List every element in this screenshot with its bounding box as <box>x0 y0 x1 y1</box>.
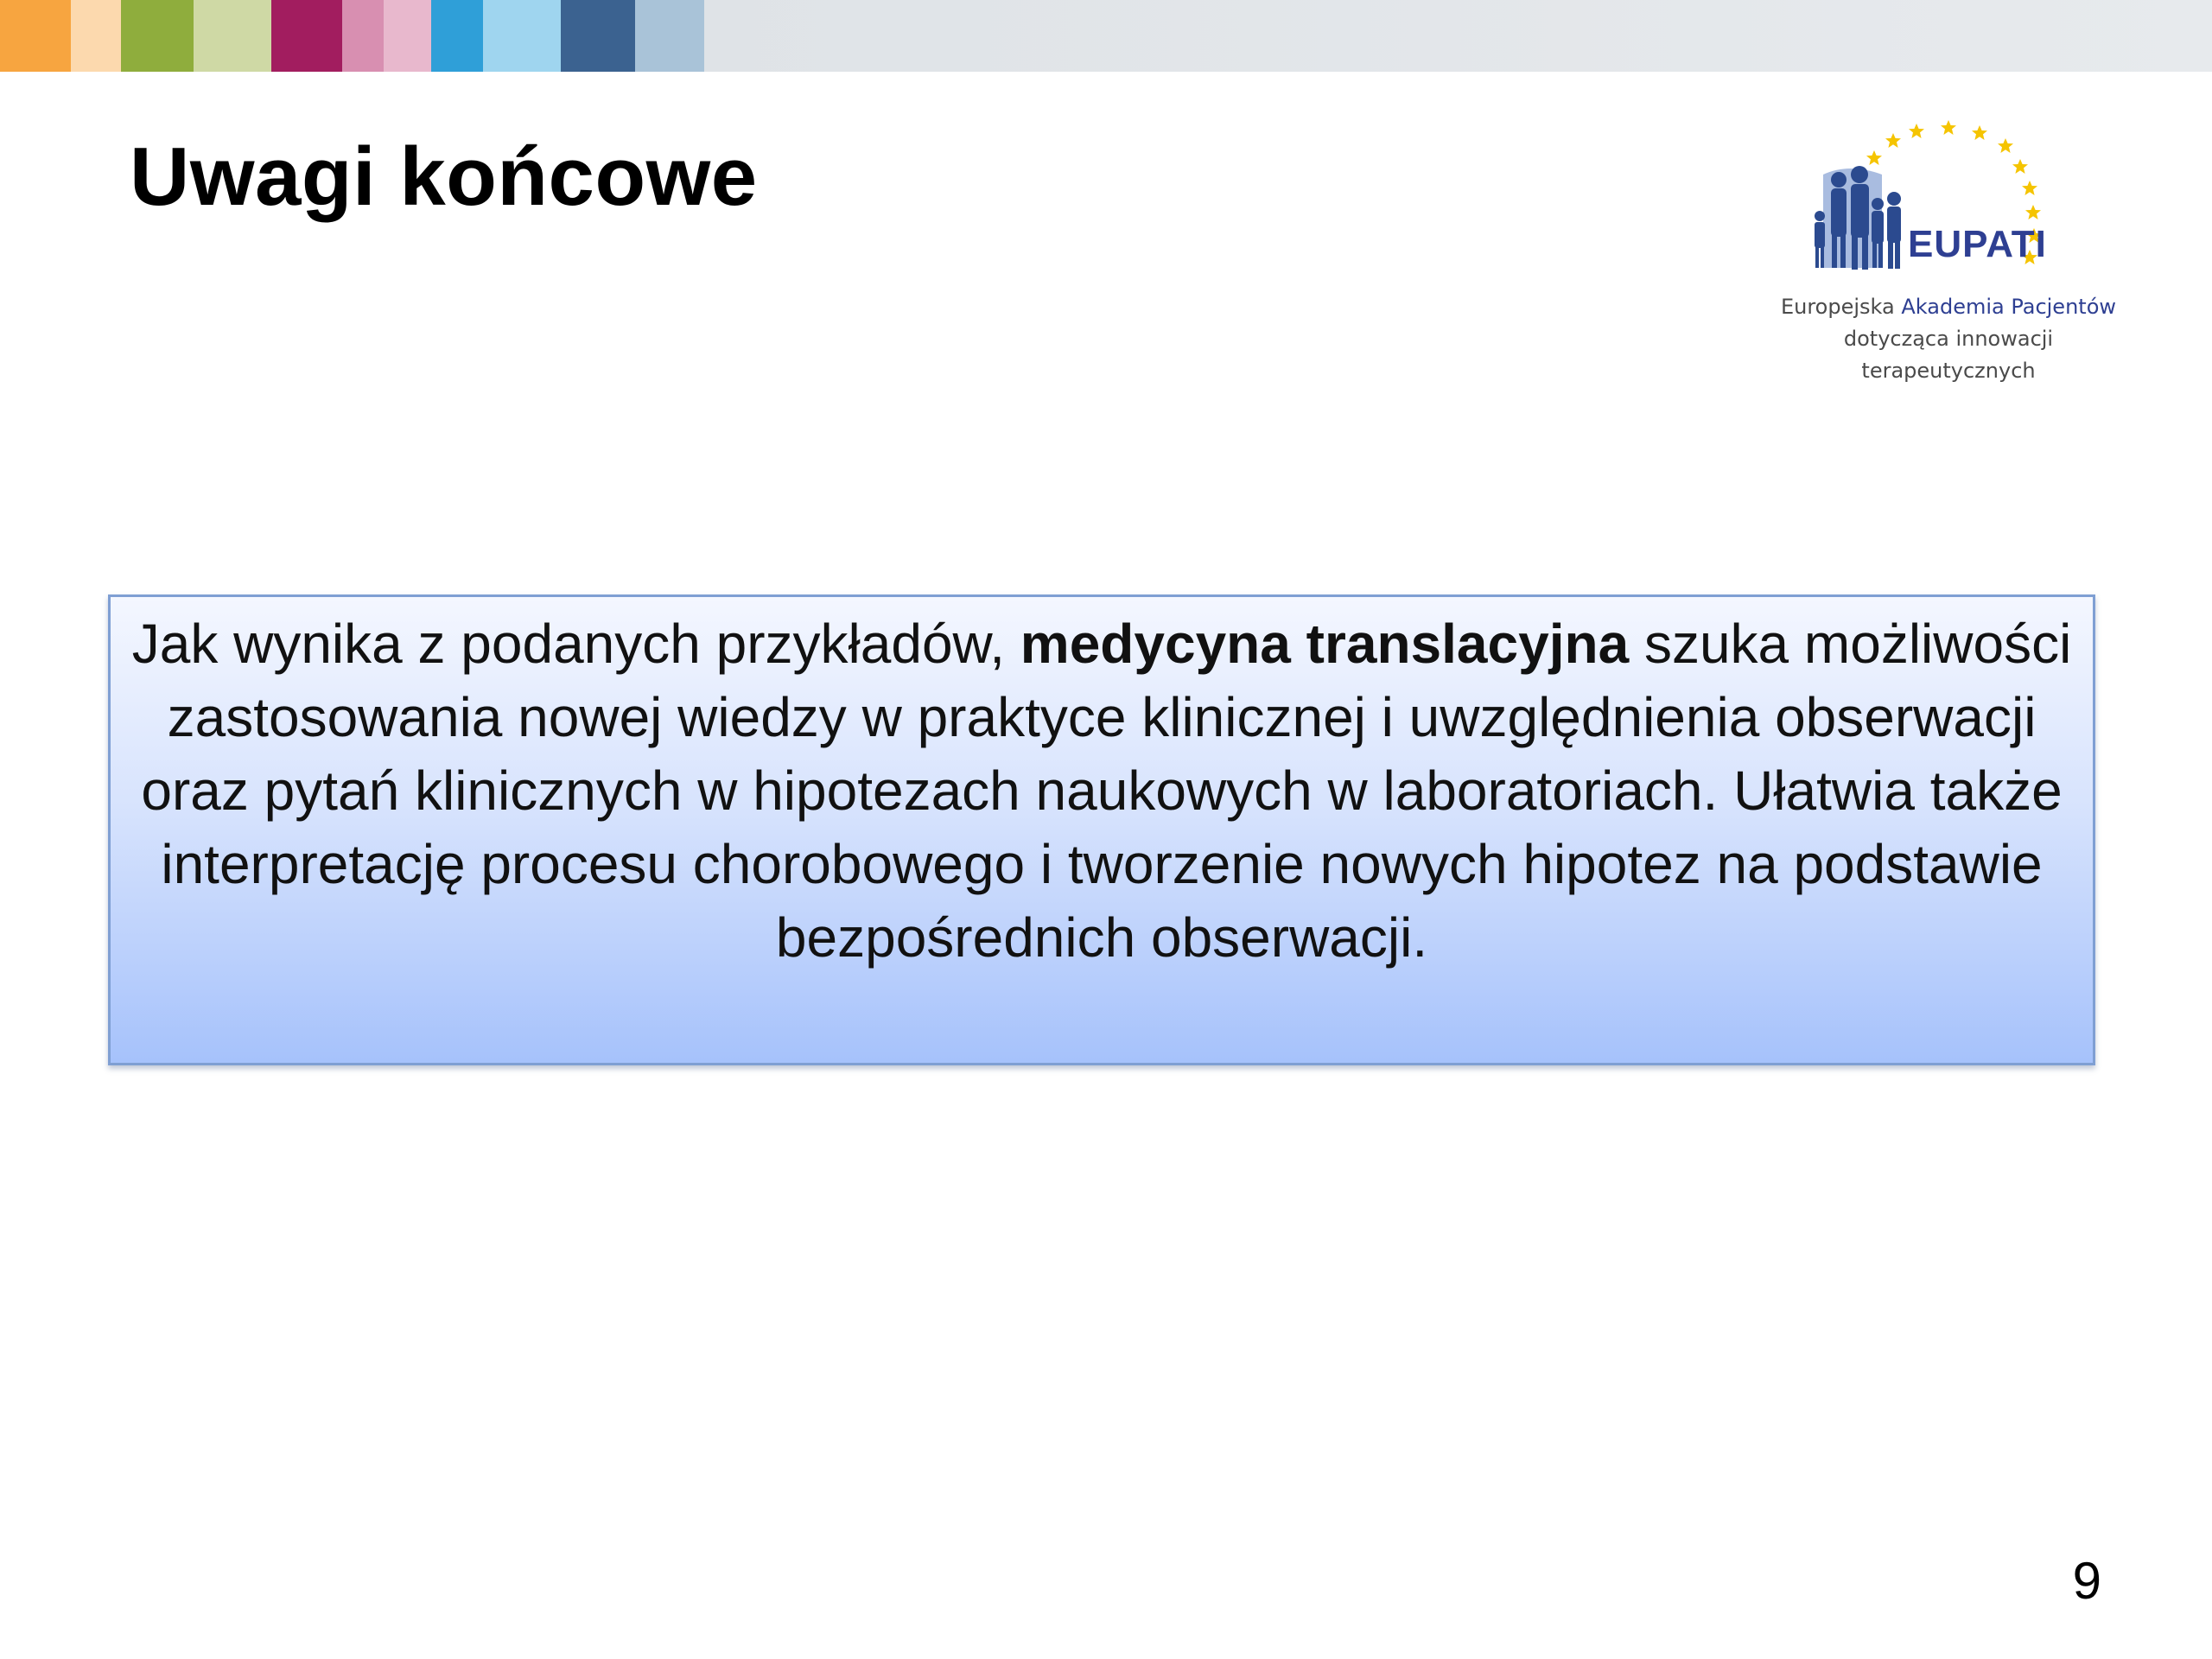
strip-segment <box>483 0 561 72</box>
strip-segment <box>384 0 431 72</box>
highlight-text-box <box>108 594 2095 1065</box>
page-number: 9 <box>2072 1552 2101 1610</box>
strip-segment <box>194 0 271 72</box>
eupati-logo <box>1745 112 2152 397</box>
strip-segment <box>561 0 635 72</box>
logo-caption-part1: Europejska <box>1780 295 1902 319</box>
logo-caption-part2: Akademia Pacjentów <box>1901 295 2117 319</box>
strip-segment <box>342 0 384 72</box>
strip-segment <box>431 0 483 72</box>
box-text-after: szuka możliwości zastosowania nowej wiedzy w praktyce klinicznej i uwzględnienia obserwacji oraz pytań klinicznych w hipotezach naukowych w laboratoriach. Ułatwia także interpretację procesu chorobowego i tworzenie nowych hipotez na podstawie bezpośrednich obserwacji. <box>141 613 2072 969</box>
strip-segment <box>704 0 2212 72</box>
logo-wordmark: EUPATI <box>1908 223 2047 265</box>
logo-caption-line2: dotycząca innowacji <box>1843 327 2054 351</box>
strip-segment <box>0 0 71 72</box>
logo-caption-line1 <box>1745 291 2152 323</box>
box-text-bold: medycyna translacyjna <box>1020 613 1630 675</box>
top-color-strip <box>0 0 2212 72</box>
strip-segment <box>635 0 704 72</box>
strip-segment <box>271 0 342 72</box>
strip-segment <box>71 0 121 72</box>
slide-title: Uwagi końcowe <box>130 130 758 223</box>
logo-caption <box>1745 291 2152 387</box>
logo-caption-line3: terapeutycznych <box>1861 359 2036 383</box>
strip-segment <box>121 0 194 72</box>
box-text-before: Jak wynika z podanych przykładów, <box>131 613 1020 675</box>
